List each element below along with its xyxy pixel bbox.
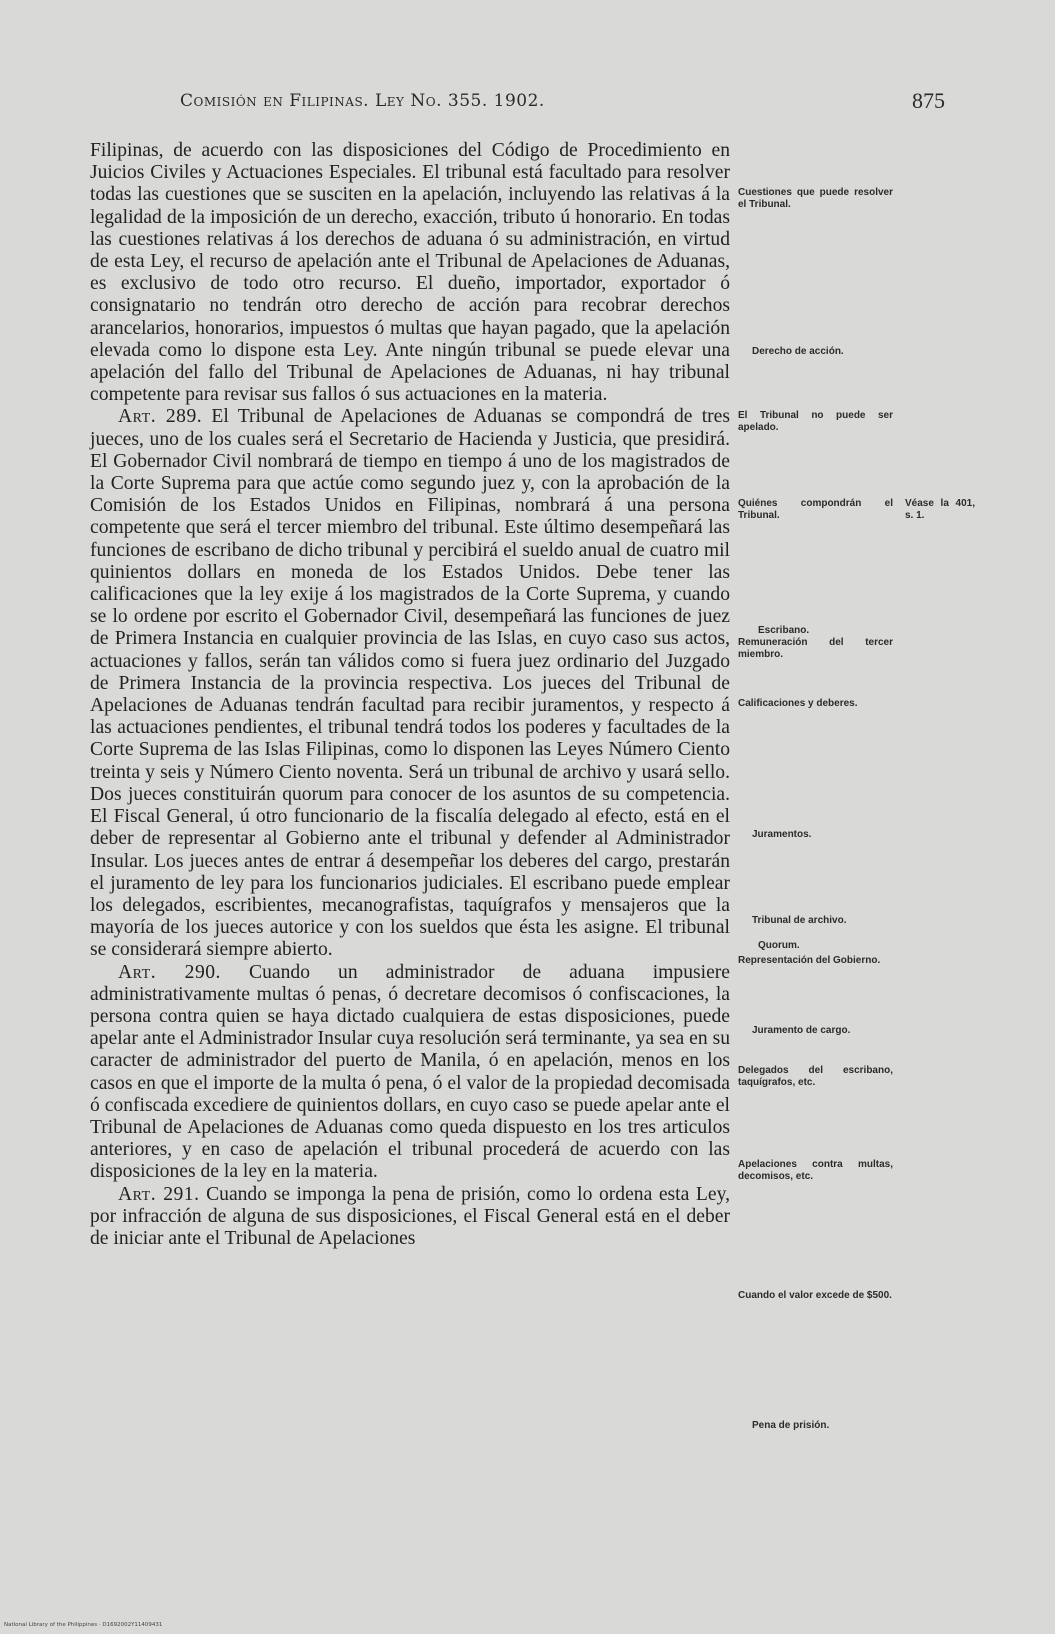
margin-note: Cuando el valor excede de $500. xyxy=(738,1290,892,1301)
margin-note-cross-reference: Véase la 401, s. 1. xyxy=(905,498,975,521)
margin-note: Cuestiones que puede resolver el Tribunal. xyxy=(738,187,893,210)
margin-note: Apelaciones contra multas, decomisos, etc. xyxy=(738,1159,893,1182)
margin-note: El Tribunal no puede ser apelado. xyxy=(738,410,893,433)
margin-note: Tribunal de archivo. xyxy=(752,915,847,926)
article-290 xyxy=(90,962,730,1184)
margin-note: Calificaciones y deberes. xyxy=(738,698,858,709)
margin-note: Representación del Gobierno. xyxy=(738,955,881,966)
article-number: Art. 291. xyxy=(118,1183,200,1205)
scan-credit: National Library of the Philippines · D1692002Y11409431 xyxy=(4,1622,163,1628)
margin-note: Remuneración del tercer miembro. xyxy=(738,637,893,660)
article-number: Art. 289. xyxy=(118,406,203,428)
article-text: Cuando se imponga la pena de prisión, como lo ordena esta Ley, por infracción de alguna de sus disposiciones, el Fiscal General está en el deber de iniciar ante el Tribunal de Apelaciones xyxy=(90,1183,730,1249)
article-text: El Tribunal de Apelaciones de Aduanas se compondrá de tres jueces, uno de los cuales será el Secretario de Hacienda y Justicia, que presidirá. El Gobernador Civil nombrará de tiempo en tiempo á uno de los magistrados de la Corte Suprema para que actúe como segundo juez y, con la aprobación de la Comisión de los Estados Unidos en Filipinas, nombrará á una persona competente que será el tercer miembro del tribunal. Este último desempeñará las funciones de escribano de dicho tribunal y percibirá el sueldo anual de cuatro mil quinientos dollars en moneda de los Estados Unidos. Debe tener las calificaciones que la ley exije á los magistrados de la Corte Suprema, y cuando se lo ordene por escrito el Gobernador Civil, desempeñará las funciones de juez de Primera Instancia en cualquier provincia de las Islas, en cuyo caso sus actos, actuaciones y fallos, serán tan válidos como si fuera juez ordinario del Juzgado de Primera Instancia de la provincia respectiva. Los jueces del Tribunal de Apelaciones de Aduanas tendrán facultad para recibir juramentos, y respecto á las actuaciones pendientes, el tribunal tendrá todos los poderes y facultades de la Corte Suprema de las Islas Filipinas, como lo disponen las Leyes Número Ciento treinta y seis y Número Ciento noventa. Será un tribunal de archivo y usará sello. Dos jueces constituirán quorum para conocer de los asuntos de su competencia. El Fiscal General, ú otro funcionario de la fiscalía delegado al efecto, está en el deber de representar al Gobierno ante el tribunal y defender al Administrador Insular. Los jueces antes de entrar á desempeñar los deberes del cargo, prestarán el juramento de ley para los funcionarios judiciales. El escribano puede emplear los delegados, escribientes, mecanografistas, taquígrafos y mensajeros que la mayoría de los jueces autorice y con los sueldos que ésta les asigne. El tribunal se considerará siempre abierto. xyxy=(90,406,730,961)
article-291 xyxy=(90,1184,730,1251)
margin-note: Delegados del escribano, taquígrafos, etc. xyxy=(738,1065,893,1088)
article-number: Art. 290. xyxy=(118,961,221,983)
paragraph-continuation: Filipinas, de acuerdo con las disposiciones del Código de Procedimiento en Juicios Civiles y Actuaciones Especiales. El tribunal está facultado para resolver todas las cuestiones que se susciten en la apelación, incluyendo las relativas á la legalidad de la imposición de un derecho, exacción, tributo ú honorario. En todas las cuestiones relativas á los derechos de aduana ó su administración, en virtud de esta Ley, el recurso de apelación ante el Tribunal de Apelaciones de Aduanas, es exclusivo de todo otro recurso. El dueño, importador, exportador ó consignatario no tendrán otro derecho de acción para recobrar derechos arancelarios, honorarios, impuestos ó multas que hayan pagado, que la apelación elevada como lo dispone esta Ley. Ante ningún tribunal se puede elevar una apelación del fallo del Tribunal de Apelaciones de Aduanas, ni hay tribunal competente para revisar sus fallos ó sus actuaciones en la materia. xyxy=(90,140,730,406)
margin-note: Juramento de cargo. xyxy=(752,1025,851,1036)
article-289 xyxy=(90,406,730,961)
margin-note: Quorum. xyxy=(758,940,800,951)
margin-note: Derecho de acción. xyxy=(752,346,844,357)
margin-note: Pena de prisión. xyxy=(752,1420,830,1431)
article-text: Cuando un administrador de aduana impusiere administrativamente multas ó penas, ó decretare decomisos ó confiscaciones, la persona contra quien se haya dictado cualquiera de estas disposiciones, puede apelar ante el Administrador Insular cuya resolución será terminante, ya sea en su caracter de administrador del puerto de Manila, ó en apelación, menos en los casos en que el importe de la multa ó pena, ó el valor de la propiedad decomisada ó confiscada excediere de quinientos dollars, en cuyo caso se puede apelar ante el Tribunal de Apelaciones de Aduanas como queda dispuesto en los tres articulos anteriores, y en caso de apelación el tribunal procederá de acuerdo con las disposiciones de la ley en la materia. xyxy=(90,961,730,1183)
body-text xyxy=(90,140,730,1250)
margin-note: Escribano. xyxy=(758,625,810,636)
running-head: Comisión en Filipinas. Ley No. 355. 1902. xyxy=(180,91,545,111)
page-number: 875 xyxy=(912,88,945,113)
margin-note: Quiénes compondrán el Tribunal. xyxy=(738,498,893,521)
margin-note: Juramentos. xyxy=(752,829,812,840)
